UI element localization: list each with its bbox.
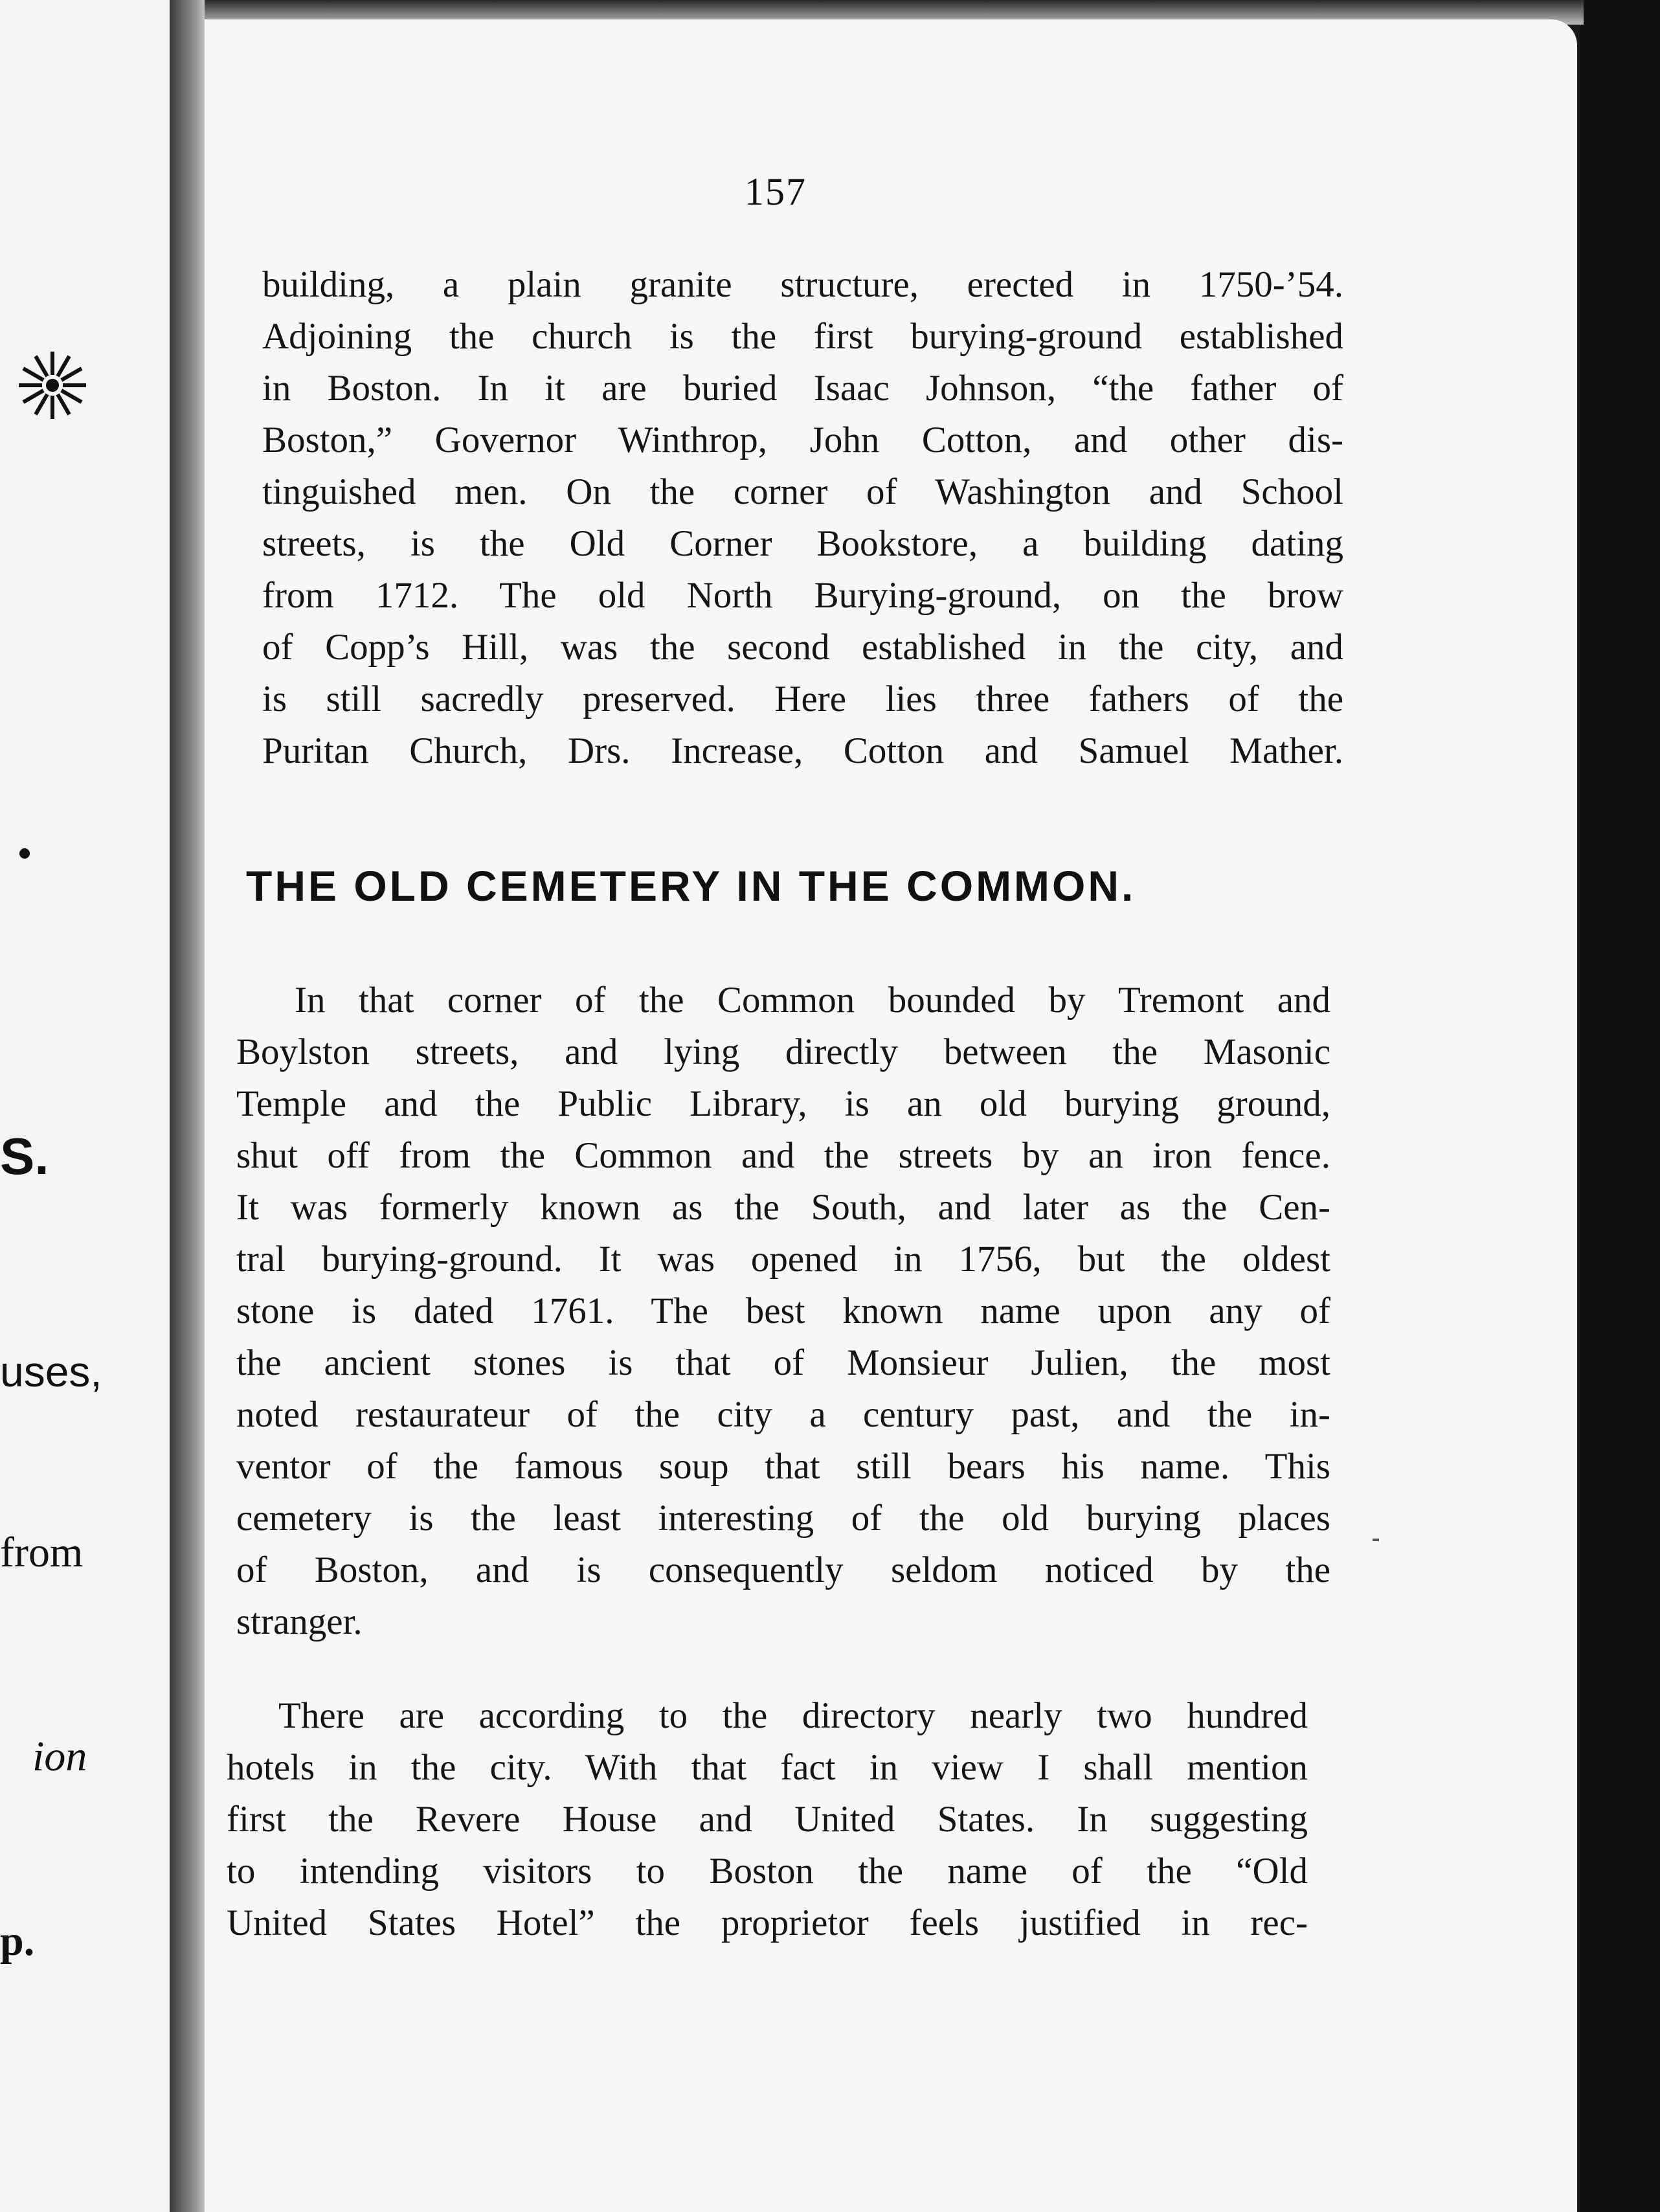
fragment-p: p. — [0, 1917, 35, 1965]
section-heading: THE OLD CEMETERY IN THE COMMON. — [246, 862, 1136, 910]
paragraph-line: ventor of the famous soup that still bears his name. This — [236, 1446, 1330, 1487]
paragraph-line: of Copp’s Hill, was the second established in the city, and — [262, 627, 1343, 668]
fragment-uses: uses, — [0, 1348, 102, 1395]
paragraph-line: In that corner of the Common bounded by Tremont and — [295, 980, 1330, 1021]
paragraph-line: from 1712. The old North Burying-ground, on the brow — [262, 575, 1343, 616]
paragraph-line: stone is dated 1761. The best known name upon any of — [236, 1291, 1330, 1331]
paragraph-line: in Boston. In it are buried Isaac Johnson, “the father of — [262, 368, 1343, 409]
paragraph-line: streets, is the Old Corner Bookstore, a building dating — [262, 523, 1343, 564]
paragraph-line: cemetery is the least interesting of the old burying places — [236, 1498, 1330, 1539]
paragraph-line: Boylston streets, and lying directly between the Masonic — [236, 1032, 1330, 1072]
paragraph-line: first the Revere House and United States. In suggesting — [227, 1799, 1308, 1840]
paragraph-line: is still sacredly preserved. Here lies three fathers of the — [262, 679, 1343, 719]
paragraph-line: noted restaurateur of the city a century past, and the in- — [236, 1394, 1330, 1435]
paragraph-line-last: stranger. — [236, 1601, 363, 1642]
paragraph-line: Temple and the Public Library, is an old burying ground, — [236, 1083, 1330, 1124]
paragraph-1 — [262, 259, 1343, 777]
paragraph-line: Puritan Church, Drs. Increase, Cotton and Samuel Mather. — [262, 730, 1343, 771]
paragraph-line: United States Hotel” the proprietor feels justified in rec- — [227, 1902, 1308, 1943]
paragraph-line: to intending visitors to Boston the name of the “Old — [227, 1851, 1308, 1891]
paragraph-line: building, a plain granite structure, erected in 1750-’54. — [262, 264, 1343, 305]
paragraph-line: the ancient stones is that of Monsieur Julien, the most — [236, 1342, 1330, 1383]
previous-page-edge — [0, 0, 174, 2212]
paragraph-line: Adjoining the church is the first burying-ground established — [262, 316, 1343, 357]
margin-mark — [1373, 1539, 1379, 1541]
paragraph-line: of Boston, and is consequently seldom noticed by the — [236, 1550, 1330, 1590]
bullet-dot — [19, 848, 30, 859]
paragraph-line: tinguished men. On the corner of Washington and School — [262, 471, 1343, 512]
paragraph-line: tral burying-ground. It was opened in 1756, but the oldest — [236, 1239, 1330, 1280]
scan-background-right — [1580, 0, 1660, 2212]
paragraph-3 — [227, 1690, 1308, 1949]
paragraph-line: Boston,” Governor Winthrop, John Cotton, and other dis- — [262, 420, 1343, 460]
fragment-s: S. — [0, 1127, 49, 1185]
fragment-ion: ion — [32, 1733, 87, 1780]
fragment-from: from — [0, 1529, 84, 1576]
paragraph-line: It was formerly known as the South, and later as the Cen- — [236, 1187, 1330, 1228]
page-number: 157 — [745, 170, 807, 213]
paragraph-line: hotels in the city. With that fact in view I shall mention — [227, 1747, 1308, 1788]
paragraph-2 — [236, 975, 1330, 1648]
paragraph-line: There are according to the directory nearly two hundred — [278, 1695, 1308, 1736]
fragment-comma-mark — [0, 389, 19, 414]
ornament-flower-icon — [17, 350, 88, 421]
book-gutter — [170, 0, 208, 2212]
paragraph-line: shut off from the Common and the streets by an iron fence. — [236, 1135, 1330, 1176]
